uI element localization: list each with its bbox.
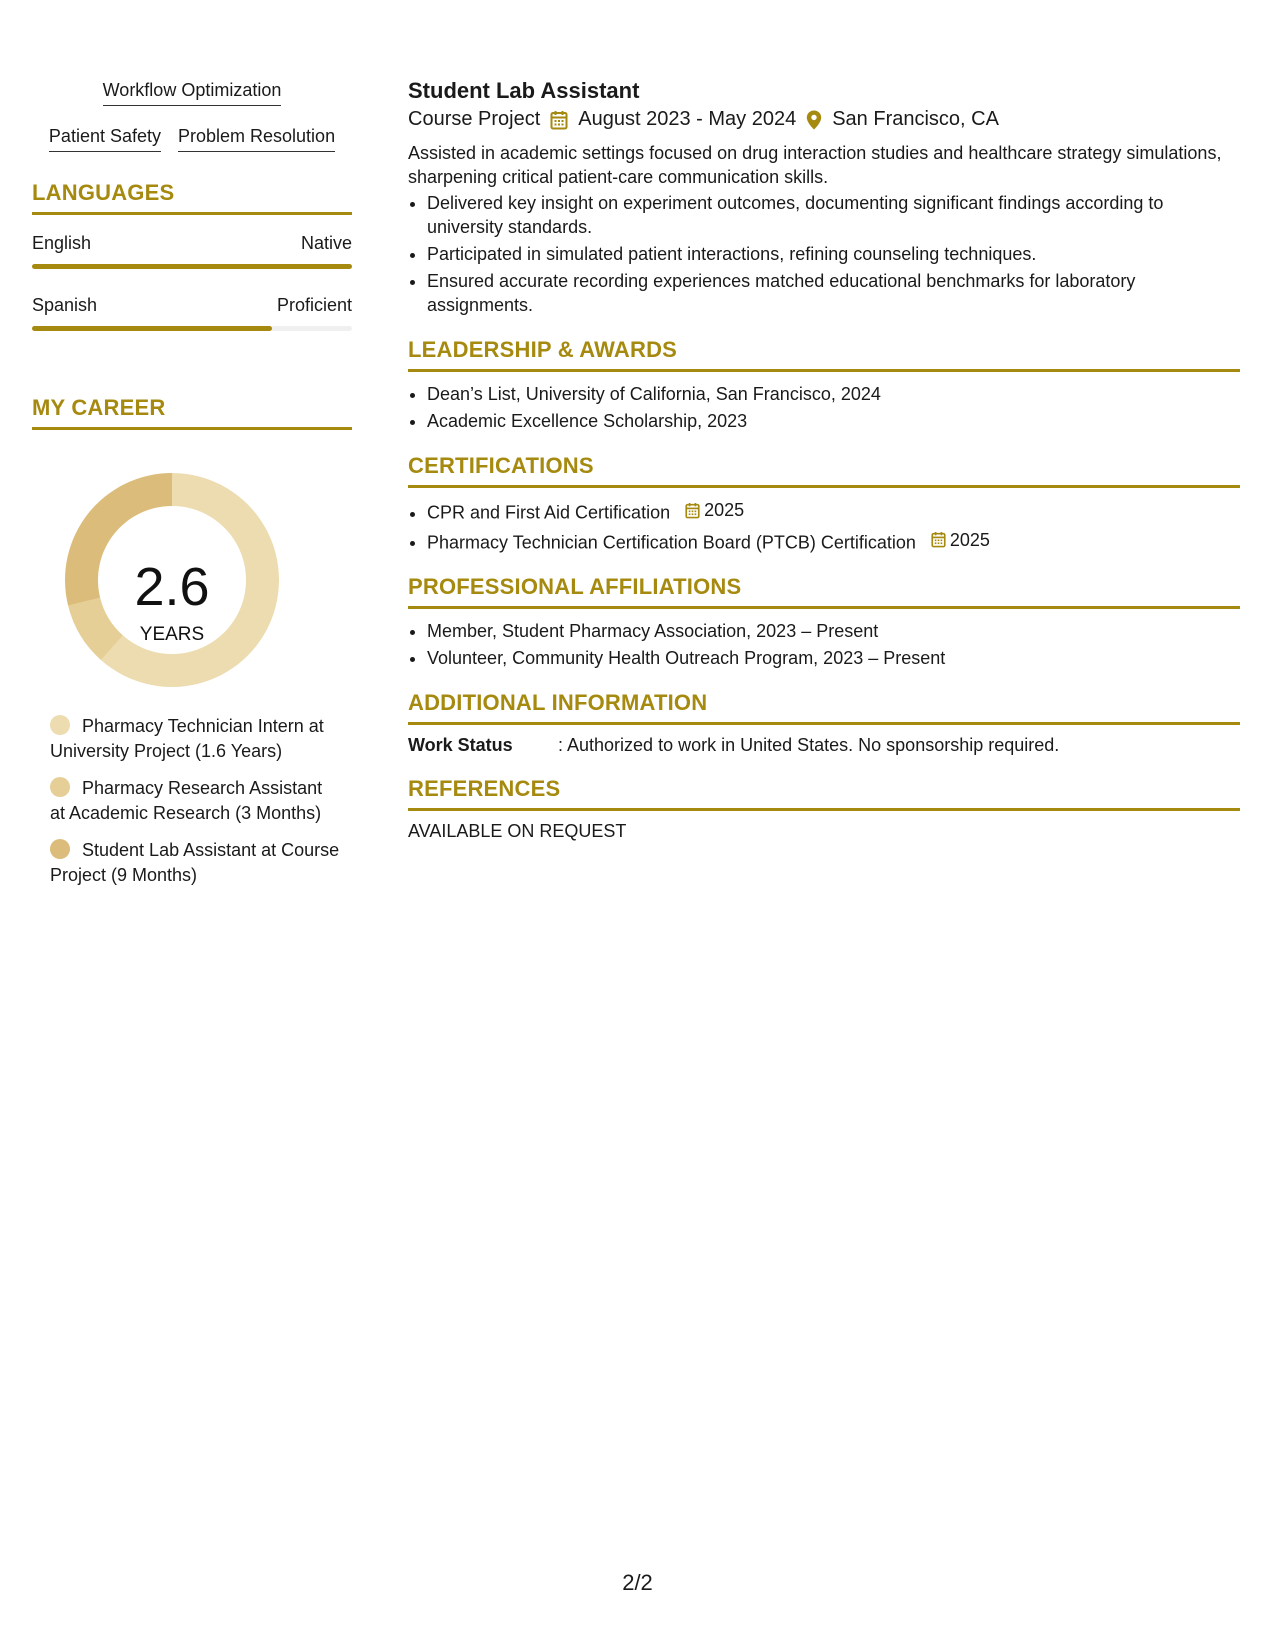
legend-dot-icon (50, 839, 70, 859)
language-bar (32, 326, 352, 331)
calendar-icon (685, 502, 700, 519)
certifications-heading: CERTIFICATIONS (408, 453, 1240, 488)
legend-dot-icon (50, 715, 70, 735)
career-legend-item (50, 838, 340, 888)
language-item (32, 233, 352, 269)
list-item: • Academic Excellence Scholarship, 2023 (427, 409, 1240, 433)
left-column (32, 80, 352, 900)
job-meta (408, 108, 1240, 131)
languages-section (32, 180, 352, 331)
language-item (32, 295, 352, 331)
career-legend-item (50, 776, 340, 826)
calendar-icon (550, 110, 568, 130)
list-item (427, 498, 1240, 525)
career-legend (32, 714, 352, 888)
skill-row (32, 126, 352, 152)
job-title: Student Lab Assistant (408, 78, 640, 103)
list-item: • Ensured accurate recording experiences matched educational benchmarks for laboratory assignments. (427, 269, 1240, 317)
experience-entry (408, 78, 1240, 317)
affiliations-list (408, 619, 1240, 670)
language-name: Spanish (32, 295, 98, 315)
work-status-key: Work Status (408, 735, 513, 755)
page-number: 2/2 (622, 1570, 653, 1595)
cert-date (685, 498, 744, 522)
affiliations-section (408, 574, 1240, 670)
work-status-row (408, 735, 1240, 756)
career-total-value: 2.6 (134, 557, 210, 617)
references-text: AVAILABLE ON REQUEST (408, 821, 627, 841)
language-bar (32, 264, 352, 269)
career-donut-chart (32, 430, 352, 690)
legend-dot-icon (50, 777, 70, 797)
list-item (427, 528, 1240, 555)
language-level: Native (300, 233, 352, 253)
cert-name: CPR and First Aid Certification (427, 502, 671, 523)
career-heading: MY CAREER (32, 395, 352, 430)
languages-heading: LANGUAGES (32, 180, 352, 215)
legend-label: Pharmacy Research Assistant at Academic Research (3 Months) (50, 778, 323, 823)
list-item: • Delivered key insight on experiment outcomes, documenting significant findings according to university standards. (427, 191, 1240, 239)
career-total-unit: YEARS (139, 624, 205, 645)
certifications-section (408, 453, 1240, 554)
certifications-list (408, 498, 1240, 554)
language-bar-fill (32, 326, 272, 331)
career-section (32, 395, 352, 888)
additional-info-heading: ADDITIONAL INFORMATION (408, 690, 1240, 725)
cert-year: 2025 (704, 500, 745, 520)
career-legend-item (50, 714, 340, 764)
skill-row (32, 80, 352, 106)
additional-info-section (408, 690, 1240, 756)
leadership-heading: LEADERSHIP & AWARDS (408, 337, 1240, 372)
right-column (408, 78, 1240, 842)
language-bar-fill (32, 264, 352, 269)
career-donut-svg (32, 430, 352, 690)
job-bullets (408, 191, 1240, 317)
location-pin-icon (806, 110, 822, 130)
list-item: • Dean’s List, University of California, San Francisco, 2024 (427, 382, 1240, 406)
list-item: • Member, Student Pharmacy Association, 2023 – Present (427, 619, 1240, 643)
references-heading: REFERENCES (408, 776, 1240, 811)
leadership-section (408, 337, 1240, 433)
list-item: • Volunteer, Community Health Outreach Program, 2023 – Present (427, 646, 1240, 670)
skill-tag: Workflow Optimization (103, 80, 282, 106)
skills-list (32, 80, 352, 152)
leadership-list (408, 382, 1240, 433)
job-dates: August 2023 - May 2024 (578, 108, 797, 130)
calendar-icon (931, 531, 946, 548)
skill-tag: Problem Resolution (178, 126, 335, 152)
skill-tag: Patient Safety (49, 126, 161, 152)
job-summary: Assisted in academic settings focused on drug interaction studies and healthcare strategy simulations, sharpening critical patient-care communication skills. (408, 143, 1222, 187)
legend-label: Pharmacy Technician Intern at University Project (1.6 Years) (50, 716, 324, 761)
cert-name: Pharmacy Technician Certification Board (PTCB) Certification (427, 532, 916, 552)
job-location: San Francisco, CA (832, 108, 999, 130)
work-status-value: : Authorized to work in United States. No sponsorship required. (558, 735, 1060, 755)
job-company: Course Project (408, 108, 541, 130)
affiliations-heading: PROFESSIONAL AFFILIATIONS (408, 574, 1240, 609)
cert-date (931, 528, 990, 552)
language-level: Proficient (276, 295, 352, 315)
references-section (408, 776, 1240, 842)
legend-label: Student Lab Assistant at Course Project (9 Months) (50, 840, 340, 885)
language-name: English (32, 233, 92, 253)
list-item: • Participated in simulated patient interactions, refining counseling techniques. (427, 242, 1240, 266)
cert-year: 2025 (949, 529, 990, 550)
